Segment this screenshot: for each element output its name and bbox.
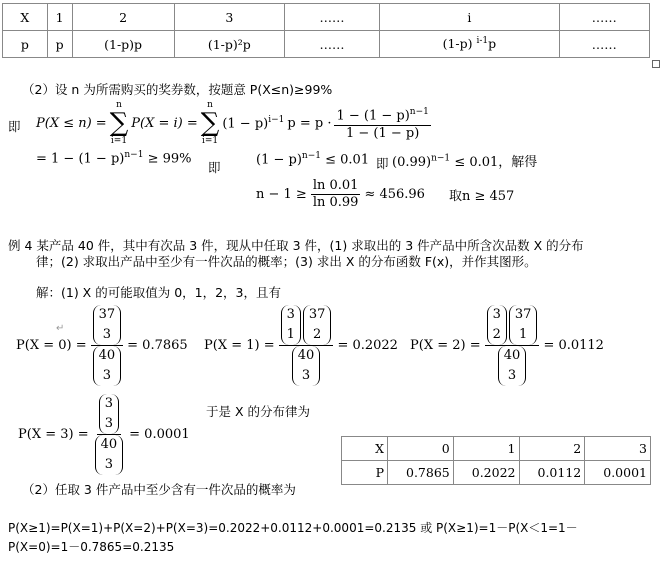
table-cell: 1 xyxy=(453,437,519,461)
p2-fraction xyxy=(485,305,540,386)
log-fraction xyxy=(311,178,361,211)
binom-bottom: 2 xyxy=(313,327,322,342)
distribution-table xyxy=(341,436,651,485)
sigma-icon: ∑ xyxy=(200,108,220,138)
p3-value: = 0.0001 xyxy=(129,427,190,442)
term-tail: p = p · xyxy=(287,115,332,131)
binom-bottom: 3 xyxy=(102,327,112,342)
table-row xyxy=(342,437,651,461)
table-cell: (1-p)p xyxy=(72,31,174,58)
fraction-numerator xyxy=(334,104,430,125)
result-text: = 1 − (1 − p) xyxy=(36,151,125,167)
table-cell: p xyxy=(3,31,48,58)
approx-value: ≈ 456.96 xyxy=(364,187,425,202)
exponent: n−1 xyxy=(431,153,451,164)
p0-value: = 0.7865 xyxy=(127,338,188,353)
fraction-numerator xyxy=(97,394,121,435)
fraction-denominator xyxy=(496,346,529,386)
p1-fraction xyxy=(279,305,334,386)
binom-bottom: 3 xyxy=(104,457,114,472)
binom-bottom: 2 xyxy=(492,327,501,342)
table-cell: 1 xyxy=(47,4,72,31)
binom-top: 37 xyxy=(98,307,116,322)
fraction-denominator: 1 − (1 − p) xyxy=(346,125,420,141)
binom-top: 40 xyxy=(100,437,118,452)
num-text: 1 − (1 − p) xyxy=(336,108,410,124)
table-cell: X xyxy=(342,437,388,461)
p3-fraction xyxy=(93,394,126,475)
binom-bottom: 3 xyxy=(507,368,517,383)
exponent: n−1 xyxy=(409,107,429,118)
table-cell: …… xyxy=(559,4,649,31)
table-resize-handle[interactable] xyxy=(652,60,660,68)
p2-value: = 0.0112 xyxy=(543,338,604,353)
binomial xyxy=(498,346,527,386)
p0-formula xyxy=(16,305,188,386)
term-base: (1 − p) xyxy=(222,116,269,132)
p2-lhs: P(X = 2) = xyxy=(410,338,481,353)
table-cell: p xyxy=(47,31,72,58)
p0-lhs: P(X = 0) = xyxy=(16,338,87,353)
solution-intro: 解：(1) X 的可能取值为 0，1，2，3，且有 xyxy=(36,285,282,300)
sum-lower: i=1 xyxy=(201,136,219,146)
sigma-sum xyxy=(110,100,129,146)
ineq-text: (0.99) xyxy=(392,155,432,170)
table-cell xyxy=(380,31,559,58)
binom-bottom: 3 xyxy=(301,368,311,383)
top-distribution-table xyxy=(2,3,650,58)
binom-top: 3 xyxy=(286,307,295,322)
table-cell: 2 xyxy=(72,4,174,31)
exponent: i−1 xyxy=(268,114,285,125)
result-line xyxy=(36,150,192,166)
binom-top: 37 xyxy=(308,307,326,322)
log-equation xyxy=(256,178,514,211)
return-mark: ↵ xyxy=(56,323,65,334)
table-cell: i xyxy=(380,4,559,31)
table-cell: 0 xyxy=(388,437,454,461)
sum-upper: n xyxy=(207,100,213,110)
ineq-tail: ≤ 0.01，解得 xyxy=(454,155,538,170)
fraction-denominator xyxy=(290,346,323,386)
table-cell: 0.0001 xyxy=(585,461,651,485)
inequality-1 xyxy=(256,151,369,167)
fraction-numerator: ln 0.01 xyxy=(312,178,359,193)
binom-top: 40 xyxy=(503,348,521,363)
exponent: i-1 xyxy=(476,36,489,47)
ineq-tail: ≤ 0.01 xyxy=(325,152,370,168)
part2-prob-intro: （2）任取 3 件产品中至少含有一件次品的概率为 xyxy=(22,482,296,497)
binom-bottom: 1 xyxy=(286,327,295,342)
final-line-1: P(X≥1)=P(X=1)+P(X=2)+P(X=3)=0.2022+0.0112+0.0001=0.2135 或 P(X≥1)=1－P(X＜1=1－ xyxy=(8,521,578,535)
p3-lhs: P(X = 3) = xyxy=(18,427,89,442)
fraction-denominator xyxy=(93,435,126,475)
binomial xyxy=(99,394,119,434)
table-cell: 0.2022 xyxy=(453,461,519,485)
table-cell: …… xyxy=(284,31,379,58)
table-cell: 0.0112 xyxy=(519,461,585,485)
binom-top: 3 xyxy=(492,307,501,322)
ineq-text: (1 − p) xyxy=(256,152,302,168)
fraction-numerator xyxy=(279,305,334,346)
exponent: n−1 xyxy=(301,151,321,161)
n-lhs: n − 1 ≥ xyxy=(256,187,307,202)
binomial xyxy=(93,305,122,345)
fraction-numerator xyxy=(485,305,540,346)
sigma-sum xyxy=(201,100,220,146)
take-n: 取n ≥ 457 xyxy=(448,189,515,204)
geometric-fraction xyxy=(334,104,430,141)
sum-upper: n xyxy=(116,100,122,110)
part2-intro: （2）设 n 为所需购买的奖券数，按题意 P(X≤n)≥99% xyxy=(22,82,333,97)
binomial xyxy=(509,305,538,345)
equation-mid: P(X = i) = xyxy=(131,115,198,131)
binomial xyxy=(303,305,332,345)
table-cell: 3 xyxy=(585,437,651,461)
binom-top: 40 xyxy=(297,348,315,363)
sum-equation xyxy=(36,100,431,146)
table-cell: 3 xyxy=(174,4,284,31)
binomial xyxy=(95,435,124,475)
table-cell: P xyxy=(342,461,388,485)
table-row xyxy=(342,461,651,485)
binom-bottom: 3 xyxy=(104,416,114,431)
binom-top: 37 xyxy=(514,307,532,322)
result-tail: ≥ 99% xyxy=(147,151,192,167)
binomial xyxy=(93,346,122,386)
yushi-text: 于是 X 的分布律为 xyxy=(206,404,311,419)
p1-lhs: P(X = 1) = xyxy=(204,338,275,353)
table-cell: X xyxy=(3,4,48,31)
final-line-2: P(X=0)=1－0.7865=0.2135 xyxy=(8,540,175,554)
inequality-2 xyxy=(392,151,537,170)
cell-text: p xyxy=(488,36,497,52)
table-row xyxy=(3,4,650,31)
table-cell: 2 xyxy=(519,437,585,461)
p0-fraction xyxy=(91,305,124,386)
binom-bottom: 1 xyxy=(519,327,528,342)
p3-formula xyxy=(18,394,190,475)
binom-top: 3 xyxy=(104,396,114,411)
example4-line2: 律；(2) 求取出产品中至少有一件次品的概率；(3) 求出 X 的分布函数 F(x)，并作其图形。 xyxy=(36,254,537,269)
equation-lhs: P(X ≤ n) = xyxy=(36,115,107,131)
table-cell: 0.7865 xyxy=(388,461,454,485)
table-row xyxy=(3,31,650,58)
p1-value: = 0.2022 xyxy=(337,338,398,353)
fraction-numerator xyxy=(91,305,124,346)
fraction-denominator: ln 0.99 xyxy=(312,195,359,210)
binom-top: 40 xyxy=(98,348,116,363)
binomial xyxy=(292,346,321,386)
ji-label: 即 xyxy=(8,119,21,134)
example4-line1: 例 4 某产品 40 件，其中有次品 3 件，现从中任取 3 件，(1) 求取出的 3 件产品中所含次品数 X 的分布 xyxy=(8,238,584,253)
p1-formula xyxy=(204,305,398,386)
p2-formula xyxy=(410,305,604,386)
term xyxy=(222,115,284,131)
table-cell: …… xyxy=(284,4,379,31)
binom-bottom: 3 xyxy=(102,368,112,383)
binomial xyxy=(487,305,507,345)
ji-label: 即 xyxy=(376,156,389,171)
cell-text: (1-p) xyxy=(442,36,477,52)
sum-lower: i=1 xyxy=(110,136,128,146)
fraction-denominator xyxy=(91,346,124,386)
ji-label: 即 xyxy=(208,160,221,175)
sigma-icon: ∑ xyxy=(109,108,129,138)
table-cell: …… xyxy=(559,31,649,58)
table-cell: (1-p)²p xyxy=(174,31,284,58)
exponent: n−1 xyxy=(124,150,144,160)
binomial xyxy=(281,305,301,345)
